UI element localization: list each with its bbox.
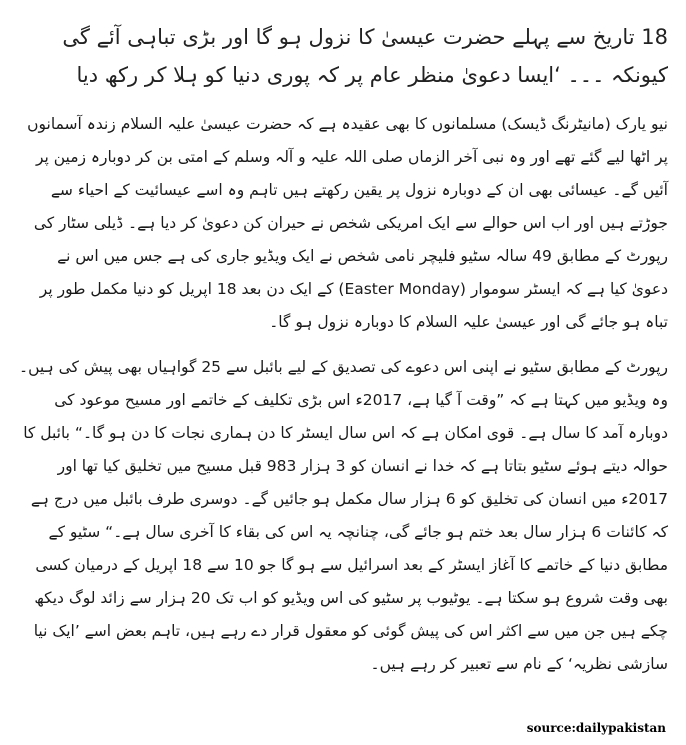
- article-paragraph-2: رپورٹ کے مطابق سٹیو نے اپنی اس دعوے کی تصدیق کے لیے بائبل سے 25 گواہیاں بھی پیش کی ہیں۔ وہ ویڈیو میں کہتا ہے کہ ”وقت آ گیا ہے، 2017ء اس بڑی تکلیف کے خاتمے اور مسیح موعود کی دوبارہ آمد کا سال ہے۔ قوی امکان ہے کہ اس سال ایسٹر کا دن ہماری نجات کا دن ہو گا۔“ بائبل کا حوالہ دیتے ہوئے سٹیو بتاتا ہے کہ خدا نے انسان کو 3 ہزار 983 قبل مسیح میں تخلیق کیا تھا اور 2017ء میں انسان کی تخلیق کو 6 ہزار سال مکمل ہو جائیں گے۔ دوسری طرف بائبل میں درج ہے کہ کائنات 6 ہزار سال بعد ختم ہو جائے گی، چنانچہ یہ اس کی بقاء کا آخری سال ہے۔“ سٹیو کے مطابق دنیا کے خاتمے کا آغاز ایسٹر کے بعد اسرائیل سے ہو گا جو 10 سے 18 اپریل کے درمیان کسی بھی وقت شروع ہو سکتا ہے۔ یوٹیوب پر سٹیو کی اس ویڈیو کو اب تک 20 ہزار سے زائد لوگ دیکھ چکے ہیں جن میں سے اکثر اس کی پیش گوئی کو معقول قرار دے رہے ہیں، تاہم بعض اسے ’ایک نیا سازشی نظریہ‘ کے نام سے تعبیر کر رہے ہیں۔: [19, 358, 668, 673]
- article-headline: 18 تاریخ سے پہلے حضرت عیسیٰ کا نزول ہو گا اور بڑی تباہی آئے گی کیونکہ ۔۔۔ ‘ایسا دعویٰ منظر عام پر کہ پوری دنیا کو ہلا کر رکھ دیا: [62, 25, 668, 87]
- article-paragraph-1: نیو یارک (مانیٹرنگ ڈیسک) مسلمانوں کا بھی عقیدہ ہے کہ حضرت عیسیٰ علیہ السلام زندہ آسمانوں پر اٹھا لیے گئے تھے اور وہ نبی آخر الزماں صلی اللہ علیہ و آلہ وسلم کے امتی بن کر دوبارہ زمین پر آئیں گے۔ عیسائی بھی ان کے دوبارہ نزول پر یقین رکھتے ہیں تاہم وہ اسے عیسائیت کے احیاء سے جوڑتے ہیں اور اب اس حوالے سے ایک امریکی شخص نے حیران کن دعویٰ کر دیا ہے۔ ڈیلی سٹار کی رپورٹ کے مطابق 49 سالہ سٹیو فلیچر نامی شخص نے ایک ویڈیو جاری کی ہے جس میں اس نے دعویٰ کیا ہے کہ ایسٹر سوموار (Easter Monday) کے ایک دن بعد 18 اپریل کو دنیا مکمل طور پر تباہ ہو جائے گی اور عیسیٰ علیہ السلام کا دوبارہ نزول ہو گا۔: [27, 115, 668, 331]
- source-credit: source:dailypakistan: [526, 721, 666, 735]
